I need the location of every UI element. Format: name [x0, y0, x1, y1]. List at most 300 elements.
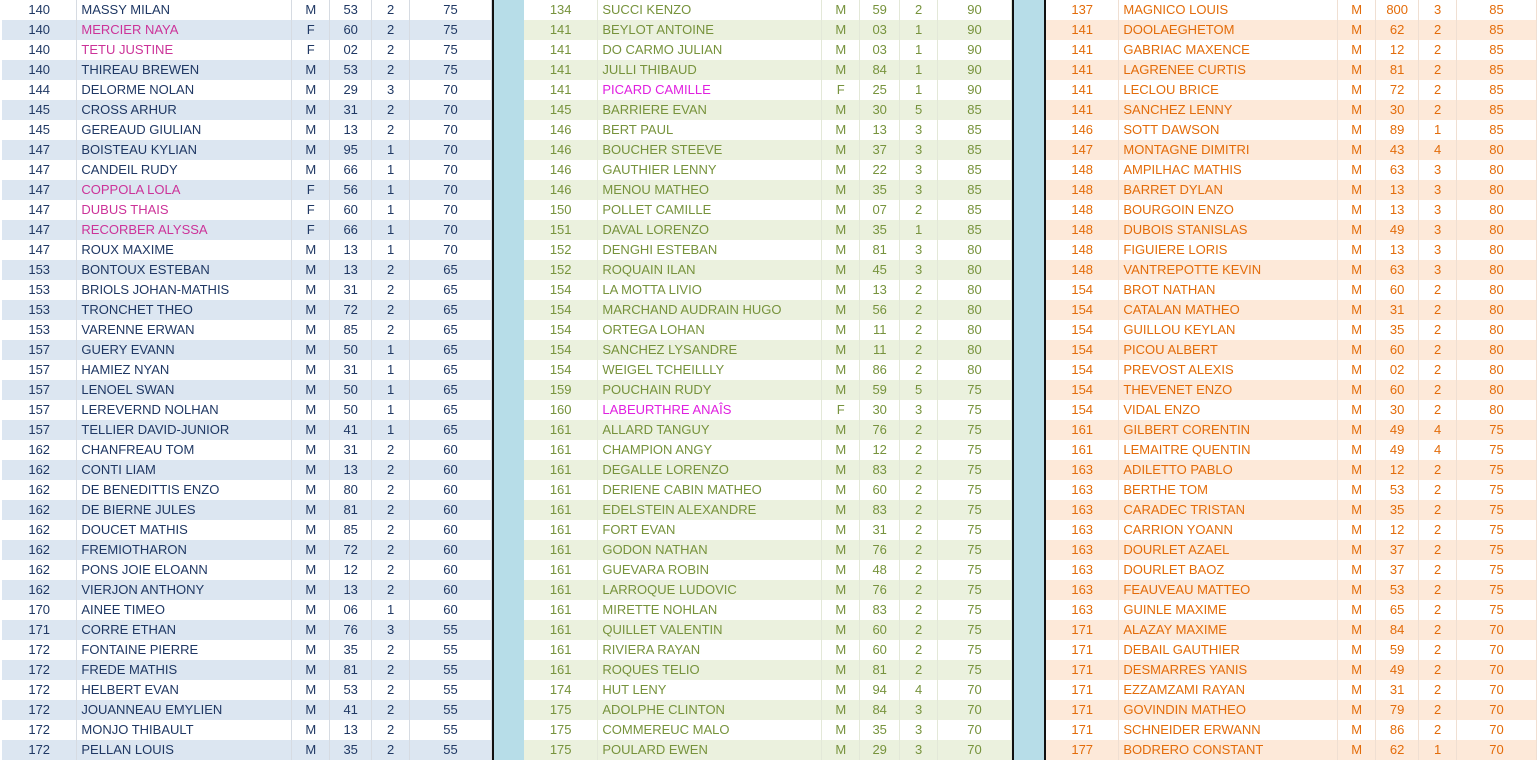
dept-cell: 800 — [1376, 0, 1419, 20]
dept-cell: 35 — [860, 220, 900, 240]
name-cell: DEGALLE LORENZO — [598, 460, 822, 480]
category-cell: 2 — [900, 340, 938, 360]
sex-cell: M — [292, 720, 330, 740]
table-row — [524, 220, 1012, 240]
name-cell: RIVIERA RAYAN — [598, 640, 822, 660]
table-row — [524, 700, 1012, 720]
table-row — [524, 420, 1012, 440]
rank-cell: 162 — [2, 460, 77, 480]
points-cell: 65 — [410, 340, 492, 360]
rank-cell: 147 — [2, 180, 77, 200]
points-cell: 75 — [1457, 580, 1537, 600]
table-row — [2, 200, 492, 220]
category-cell: 2 — [372, 20, 410, 40]
dept-cell: 12 — [860, 440, 900, 460]
points-cell: 55 — [410, 720, 492, 740]
sex-cell: M — [1338, 380, 1376, 400]
sex-cell: M — [822, 200, 860, 220]
name-cell: LECLOU BRICE — [1119, 80, 1338, 100]
rank-cell: 162 — [2, 500, 77, 520]
table-row — [524, 720, 1012, 740]
table-row — [2, 320, 492, 340]
dept-cell: 76 — [860, 420, 900, 440]
sex-cell: M — [822, 500, 860, 520]
category-cell: 2 — [372, 560, 410, 580]
name-cell: VANTREPOTTE KEVIN — [1119, 260, 1338, 280]
name-cell: JULLI THIBAUD — [598, 60, 822, 80]
rank-cell: 154 — [524, 340, 598, 360]
name-cell: DAVAL LORENZO — [598, 220, 822, 240]
sex-cell: F — [822, 80, 860, 100]
sex-cell: M — [292, 580, 330, 600]
name-cell: GUEVARA ROBIN — [598, 560, 822, 580]
dept-cell: 49 — [1376, 660, 1419, 680]
table-row — [524, 380, 1012, 400]
ranking-table-middle — [524, 0, 1012, 760]
points-cell: 85 — [938, 120, 1012, 140]
category-cell: 1 — [372, 140, 410, 160]
category-cell: 1 — [372, 380, 410, 400]
rank-cell: 154 — [524, 300, 598, 320]
sex-cell: M — [292, 120, 330, 140]
dept-cell: 13 — [1376, 180, 1419, 200]
dept-cell: 37 — [1376, 560, 1419, 580]
points-cell: 85 — [938, 180, 1012, 200]
table-row — [1046, 260, 1537, 280]
category-cell: 2 — [1419, 580, 1457, 600]
sex-cell: M — [292, 460, 330, 480]
rank-cell: 162 — [2, 440, 77, 460]
category-cell: 3 — [1419, 180, 1457, 200]
name-cell: SCHNEIDER ERWANN — [1119, 720, 1338, 740]
name-cell: DO CARMO JULIAN — [598, 40, 822, 60]
dept-cell: 30 — [1376, 100, 1419, 120]
name-cell: SANCHEZ LENNY — [1119, 100, 1338, 120]
category-cell: 1 — [372, 340, 410, 360]
sex-cell: M — [292, 260, 330, 280]
name-cell: HUT LENY — [598, 680, 822, 700]
dept-cell: 30 — [1376, 400, 1419, 420]
category-cell: 2 — [372, 0, 410, 20]
dept-cell: 13 — [330, 720, 372, 740]
rank-cell: 162 — [2, 540, 77, 560]
points-cell: 55 — [410, 620, 492, 640]
sex-cell: M — [822, 640, 860, 660]
points-cell: 55 — [410, 740, 492, 760]
category-cell: 2 — [372, 120, 410, 140]
dept-cell: 81 — [330, 660, 372, 680]
table-row — [2, 540, 492, 560]
table-row — [2, 640, 492, 660]
rank-cell: 175 — [524, 720, 598, 740]
dept-cell: 31 — [860, 520, 900, 540]
results-table — [1046, 0, 1537, 760]
sex-cell: M — [822, 680, 860, 700]
dept-cell: 66 — [330, 220, 372, 240]
rank-cell: 148 — [1046, 180, 1119, 200]
dept-cell: 89 — [1376, 120, 1419, 140]
category-cell: 2 — [900, 280, 938, 300]
name-cell: AMPILHAC MATHIS — [1119, 160, 1338, 180]
table-row — [2, 140, 492, 160]
name-cell: DOUCET MATHIS — [77, 520, 292, 540]
category-cell: 1 — [1419, 740, 1457, 760]
points-cell: 65 — [410, 320, 492, 340]
rank-cell: 153 — [2, 280, 77, 300]
points-cell: 65 — [410, 300, 492, 320]
table-row — [1046, 220, 1537, 240]
sex-cell: M — [822, 60, 860, 80]
rank-cell: 146 — [524, 160, 598, 180]
category-cell: 2 — [1419, 360, 1457, 380]
table-row — [2, 340, 492, 360]
sex-cell: M — [1338, 240, 1376, 260]
table-row — [524, 580, 1012, 600]
dept-cell: 81 — [860, 660, 900, 680]
points-cell: 60 — [410, 460, 492, 480]
sex-cell: M — [1338, 420, 1376, 440]
points-cell: 75 — [938, 440, 1012, 460]
points-cell: 80 — [1457, 280, 1537, 300]
table-row — [2, 520, 492, 540]
table-row — [2, 240, 492, 260]
dept-cell: 13 — [330, 580, 372, 600]
ranking-table-left — [2, 0, 492, 760]
category-cell: 1 — [372, 360, 410, 380]
table-row — [1046, 380, 1537, 400]
table-row — [524, 120, 1012, 140]
rank-cell: 153 — [2, 320, 77, 340]
rank-cell: 154 — [524, 360, 598, 380]
dept-cell: 31 — [330, 100, 372, 120]
sex-cell: M — [1338, 680, 1376, 700]
dept-cell: 63 — [1376, 160, 1419, 180]
table-row — [524, 680, 1012, 700]
name-cell: AINEE TIMEO — [77, 600, 292, 620]
name-cell: ADOLPHE CLINTON — [598, 700, 822, 720]
name-cell: CROSS ARHUR — [77, 100, 292, 120]
points-cell: 85 — [938, 220, 1012, 240]
rank-cell: 157 — [2, 380, 77, 400]
sex-cell: M — [822, 380, 860, 400]
table-row — [1046, 540, 1537, 560]
sex-cell: M — [822, 280, 860, 300]
rank-cell: 140 — [2, 0, 77, 20]
category-cell: 3 — [1419, 220, 1457, 240]
rank-cell: 163 — [1046, 560, 1119, 580]
dept-cell: 84 — [1376, 620, 1419, 640]
points-cell: 85 — [1457, 0, 1537, 20]
name-cell: QUILLET VALENTIN — [598, 620, 822, 640]
name-cell: ALLARD TANGUY — [598, 420, 822, 440]
rank-cell: 154 — [1046, 360, 1119, 380]
sex-cell: M — [292, 420, 330, 440]
category-cell: 3 — [372, 620, 410, 640]
points-cell: 75 — [938, 560, 1012, 580]
category-cell: 2 — [372, 480, 410, 500]
sex-cell: M — [1338, 20, 1376, 40]
points-cell: 70 — [938, 740, 1012, 760]
sex-cell: M — [292, 360, 330, 380]
dept-cell: 86 — [1376, 720, 1419, 740]
dept-cell: 13 — [330, 260, 372, 280]
rank-cell: 162 — [2, 560, 77, 580]
rank-cell: 147 — [2, 140, 77, 160]
table-row — [2, 380, 492, 400]
points-cell: 80 — [938, 260, 1012, 280]
category-cell: 2 — [1419, 540, 1457, 560]
points-cell: 75 — [938, 540, 1012, 560]
table-row — [1046, 280, 1537, 300]
name-cell: BOURGOIN ENZO — [1119, 200, 1338, 220]
points-cell: 75 — [1457, 420, 1537, 440]
dept-cell: 60 — [860, 620, 900, 640]
points-cell: 70 — [938, 700, 1012, 720]
table-row — [524, 660, 1012, 680]
results-table — [2, 0, 492, 760]
sex-cell: M — [292, 740, 330, 760]
sex-cell: M — [1338, 260, 1376, 280]
dept-cell: 60 — [330, 200, 372, 220]
sex-cell: M — [822, 480, 860, 500]
name-cell: BEYLOT ANTOINE — [598, 20, 822, 40]
name-cell: GAUTHIER LENNY — [598, 160, 822, 180]
points-cell: 70 — [1457, 740, 1537, 760]
table-row — [2, 420, 492, 440]
sex-cell: M — [292, 140, 330, 160]
category-cell: 2 — [1419, 340, 1457, 360]
table-row — [1046, 240, 1537, 260]
name-cell: ALAZAY MAXIME — [1119, 620, 1338, 640]
name-cell: GUINLE MAXIME — [1119, 600, 1338, 620]
sex-cell: M — [822, 620, 860, 640]
sex-cell: M — [822, 240, 860, 260]
category-cell: 3 — [900, 140, 938, 160]
dept-cell: 03 — [860, 20, 900, 40]
dept-cell: 30 — [860, 400, 900, 420]
dept-cell: 22 — [860, 160, 900, 180]
rank-cell: 161 — [524, 660, 598, 680]
name-cell: EDELSTEIN ALEXANDRE — [598, 500, 822, 520]
category-cell: 1 — [900, 40, 938, 60]
category-cell: 4 — [1419, 140, 1457, 160]
category-cell: 2 — [372, 320, 410, 340]
points-cell: 70 — [410, 200, 492, 220]
points-cell: 75 — [410, 20, 492, 40]
table-row — [2, 160, 492, 180]
points-cell: 80 — [938, 300, 1012, 320]
name-cell: MONJO THIBAULT — [77, 720, 292, 740]
points-cell: 75 — [938, 520, 1012, 540]
category-cell: 1 — [372, 160, 410, 180]
rank-cell: 154 — [1046, 400, 1119, 420]
dept-cell: 29 — [860, 740, 900, 760]
category-cell: 2 — [900, 440, 938, 460]
name-cell: PICOU ALBERT — [1119, 340, 1338, 360]
name-cell: COMMEREUC MALO — [598, 720, 822, 740]
dept-cell: 06 — [330, 600, 372, 620]
points-cell: 80 — [1457, 260, 1537, 280]
sex-cell: M — [292, 280, 330, 300]
name-cell: PELLAN LOUIS — [77, 740, 292, 760]
points-cell: 80 — [938, 340, 1012, 360]
sex-cell: M — [1338, 500, 1376, 520]
sex-cell: M — [1338, 140, 1376, 160]
name-cell: CONTI LIAM — [77, 460, 292, 480]
category-cell: 2 — [900, 460, 938, 480]
category-cell: 4 — [1419, 440, 1457, 460]
sex-cell: M — [822, 700, 860, 720]
name-cell: MIRETTE NOHLAN — [598, 600, 822, 620]
points-cell: 80 — [1457, 360, 1537, 380]
category-cell: 1 — [900, 220, 938, 240]
table-row — [2, 120, 492, 140]
dept-cell: 53 — [330, 0, 372, 20]
name-cell: CATALAN MATHEO — [1119, 300, 1338, 320]
rank-cell: 140 — [2, 60, 77, 80]
table-row — [1046, 520, 1537, 540]
sex-cell: M — [822, 520, 860, 540]
category-cell: 2 — [900, 520, 938, 540]
dept-cell: 66 — [330, 160, 372, 180]
points-cell: 75 — [938, 580, 1012, 600]
table-row — [524, 740, 1012, 760]
name-cell: BOISTEAU KYLIAN — [77, 140, 292, 160]
rank-cell: 146 — [524, 180, 598, 200]
rank-cell: 171 — [2, 620, 77, 640]
sex-cell: M — [1338, 540, 1376, 560]
category-cell: 1 — [372, 180, 410, 200]
rank-cell: 141 — [524, 40, 598, 60]
name-cell: ADILETTO PABLO — [1119, 460, 1338, 480]
table-row — [524, 520, 1012, 540]
dept-cell: 85 — [330, 320, 372, 340]
category-cell: 2 — [1419, 400, 1457, 420]
dept-cell: 02 — [1376, 360, 1419, 380]
table-row — [524, 460, 1012, 480]
name-cell: CARADEC TRISTAN — [1119, 500, 1338, 520]
category-cell: 2 — [1419, 600, 1457, 620]
points-cell: 75 — [938, 400, 1012, 420]
sex-cell: M — [822, 720, 860, 740]
rank-cell: 163 — [1046, 520, 1119, 540]
points-cell: 75 — [1457, 600, 1537, 620]
dept-cell: 62 — [1376, 740, 1419, 760]
table-row — [1046, 420, 1537, 440]
name-cell: FREDE MATHIS — [77, 660, 292, 680]
category-cell: 2 — [1419, 20, 1457, 40]
name-cell: LAGRENEE CURTIS — [1119, 60, 1338, 80]
rank-cell: 163 — [1046, 600, 1119, 620]
dept-cell: 60 — [1376, 380, 1419, 400]
category-cell: 1 — [900, 80, 938, 100]
category-cell: 3 — [900, 180, 938, 200]
rank-cell: 134 — [524, 0, 598, 20]
dept-cell: 11 — [860, 320, 900, 340]
rank-cell: 175 — [524, 740, 598, 760]
dept-cell: 83 — [860, 500, 900, 520]
points-cell: 70 — [410, 180, 492, 200]
table-row — [1046, 180, 1537, 200]
name-cell: GOVINDIN MATHEO — [1119, 700, 1338, 720]
category-cell: 3 — [1419, 200, 1457, 220]
dept-cell: 12 — [330, 560, 372, 580]
name-cell: BROT NATHAN — [1119, 280, 1338, 300]
name-cell: PICARD CAMILLE — [598, 80, 822, 100]
name-cell: DEBAIL GAUTHIER — [1119, 640, 1338, 660]
category-cell: 2 — [372, 100, 410, 120]
category-cell: 2 — [372, 300, 410, 320]
table-row — [1046, 600, 1537, 620]
dept-cell: 13 — [330, 120, 372, 140]
dept-cell: 35 — [860, 180, 900, 200]
rank-cell: 171 — [1046, 620, 1119, 640]
points-cell: 90 — [938, 60, 1012, 80]
table-row — [1046, 340, 1537, 360]
category-cell: 2 — [372, 60, 410, 80]
sex-cell: M — [822, 20, 860, 40]
points-cell: 70 — [410, 240, 492, 260]
rank-cell: 161 — [524, 580, 598, 600]
sex-cell: M — [292, 400, 330, 420]
rank-cell: 147 — [2, 160, 77, 180]
category-cell: 2 — [372, 680, 410, 700]
sex-cell: M — [822, 440, 860, 460]
name-cell: PONS JOIE ELOANN — [77, 560, 292, 580]
sex-cell: M — [822, 180, 860, 200]
dept-cell: 13 — [1376, 240, 1419, 260]
name-cell: CANDEIL RUDY — [77, 160, 292, 180]
sex-cell: M — [1338, 160, 1376, 180]
table-row — [524, 340, 1012, 360]
category-cell: 1 — [900, 20, 938, 40]
rank-cell: 147 — [2, 240, 77, 260]
table-row — [2, 680, 492, 700]
table-row — [1046, 720, 1537, 740]
sex-cell: M — [822, 260, 860, 280]
table-row — [1046, 200, 1537, 220]
points-cell: 70 — [410, 80, 492, 100]
rank-cell: 141 — [524, 80, 598, 100]
table-row — [524, 40, 1012, 60]
points-cell: 60 — [410, 540, 492, 560]
points-cell: 75 — [938, 380, 1012, 400]
table-row — [1046, 560, 1537, 580]
rank-cell: 147 — [2, 200, 77, 220]
dept-cell: 31 — [330, 440, 372, 460]
table-row — [2, 0, 492, 20]
sex-cell: M — [822, 100, 860, 120]
category-cell: 3 — [900, 240, 938, 260]
name-cell: TELLIER DAVID-JUNIOR — [77, 420, 292, 440]
points-cell: 70 — [410, 100, 492, 120]
name-cell: BONTOUX ESTEBAN — [77, 260, 292, 280]
dept-cell: 65 — [1376, 600, 1419, 620]
rank-cell: 146 — [524, 120, 598, 140]
rank-cell: 153 — [2, 260, 77, 280]
category-cell: 1 — [372, 220, 410, 240]
sex-cell: M — [1338, 480, 1376, 500]
sex-cell: M — [1338, 200, 1376, 220]
table-row — [2, 260, 492, 280]
points-cell: 75 — [1457, 460, 1537, 480]
table-row — [1046, 120, 1537, 140]
points-cell: 75 — [410, 0, 492, 20]
sex-cell: M — [822, 40, 860, 60]
table-row — [2, 80, 492, 100]
points-cell: 65 — [410, 360, 492, 380]
points-cell: 75 — [938, 500, 1012, 520]
